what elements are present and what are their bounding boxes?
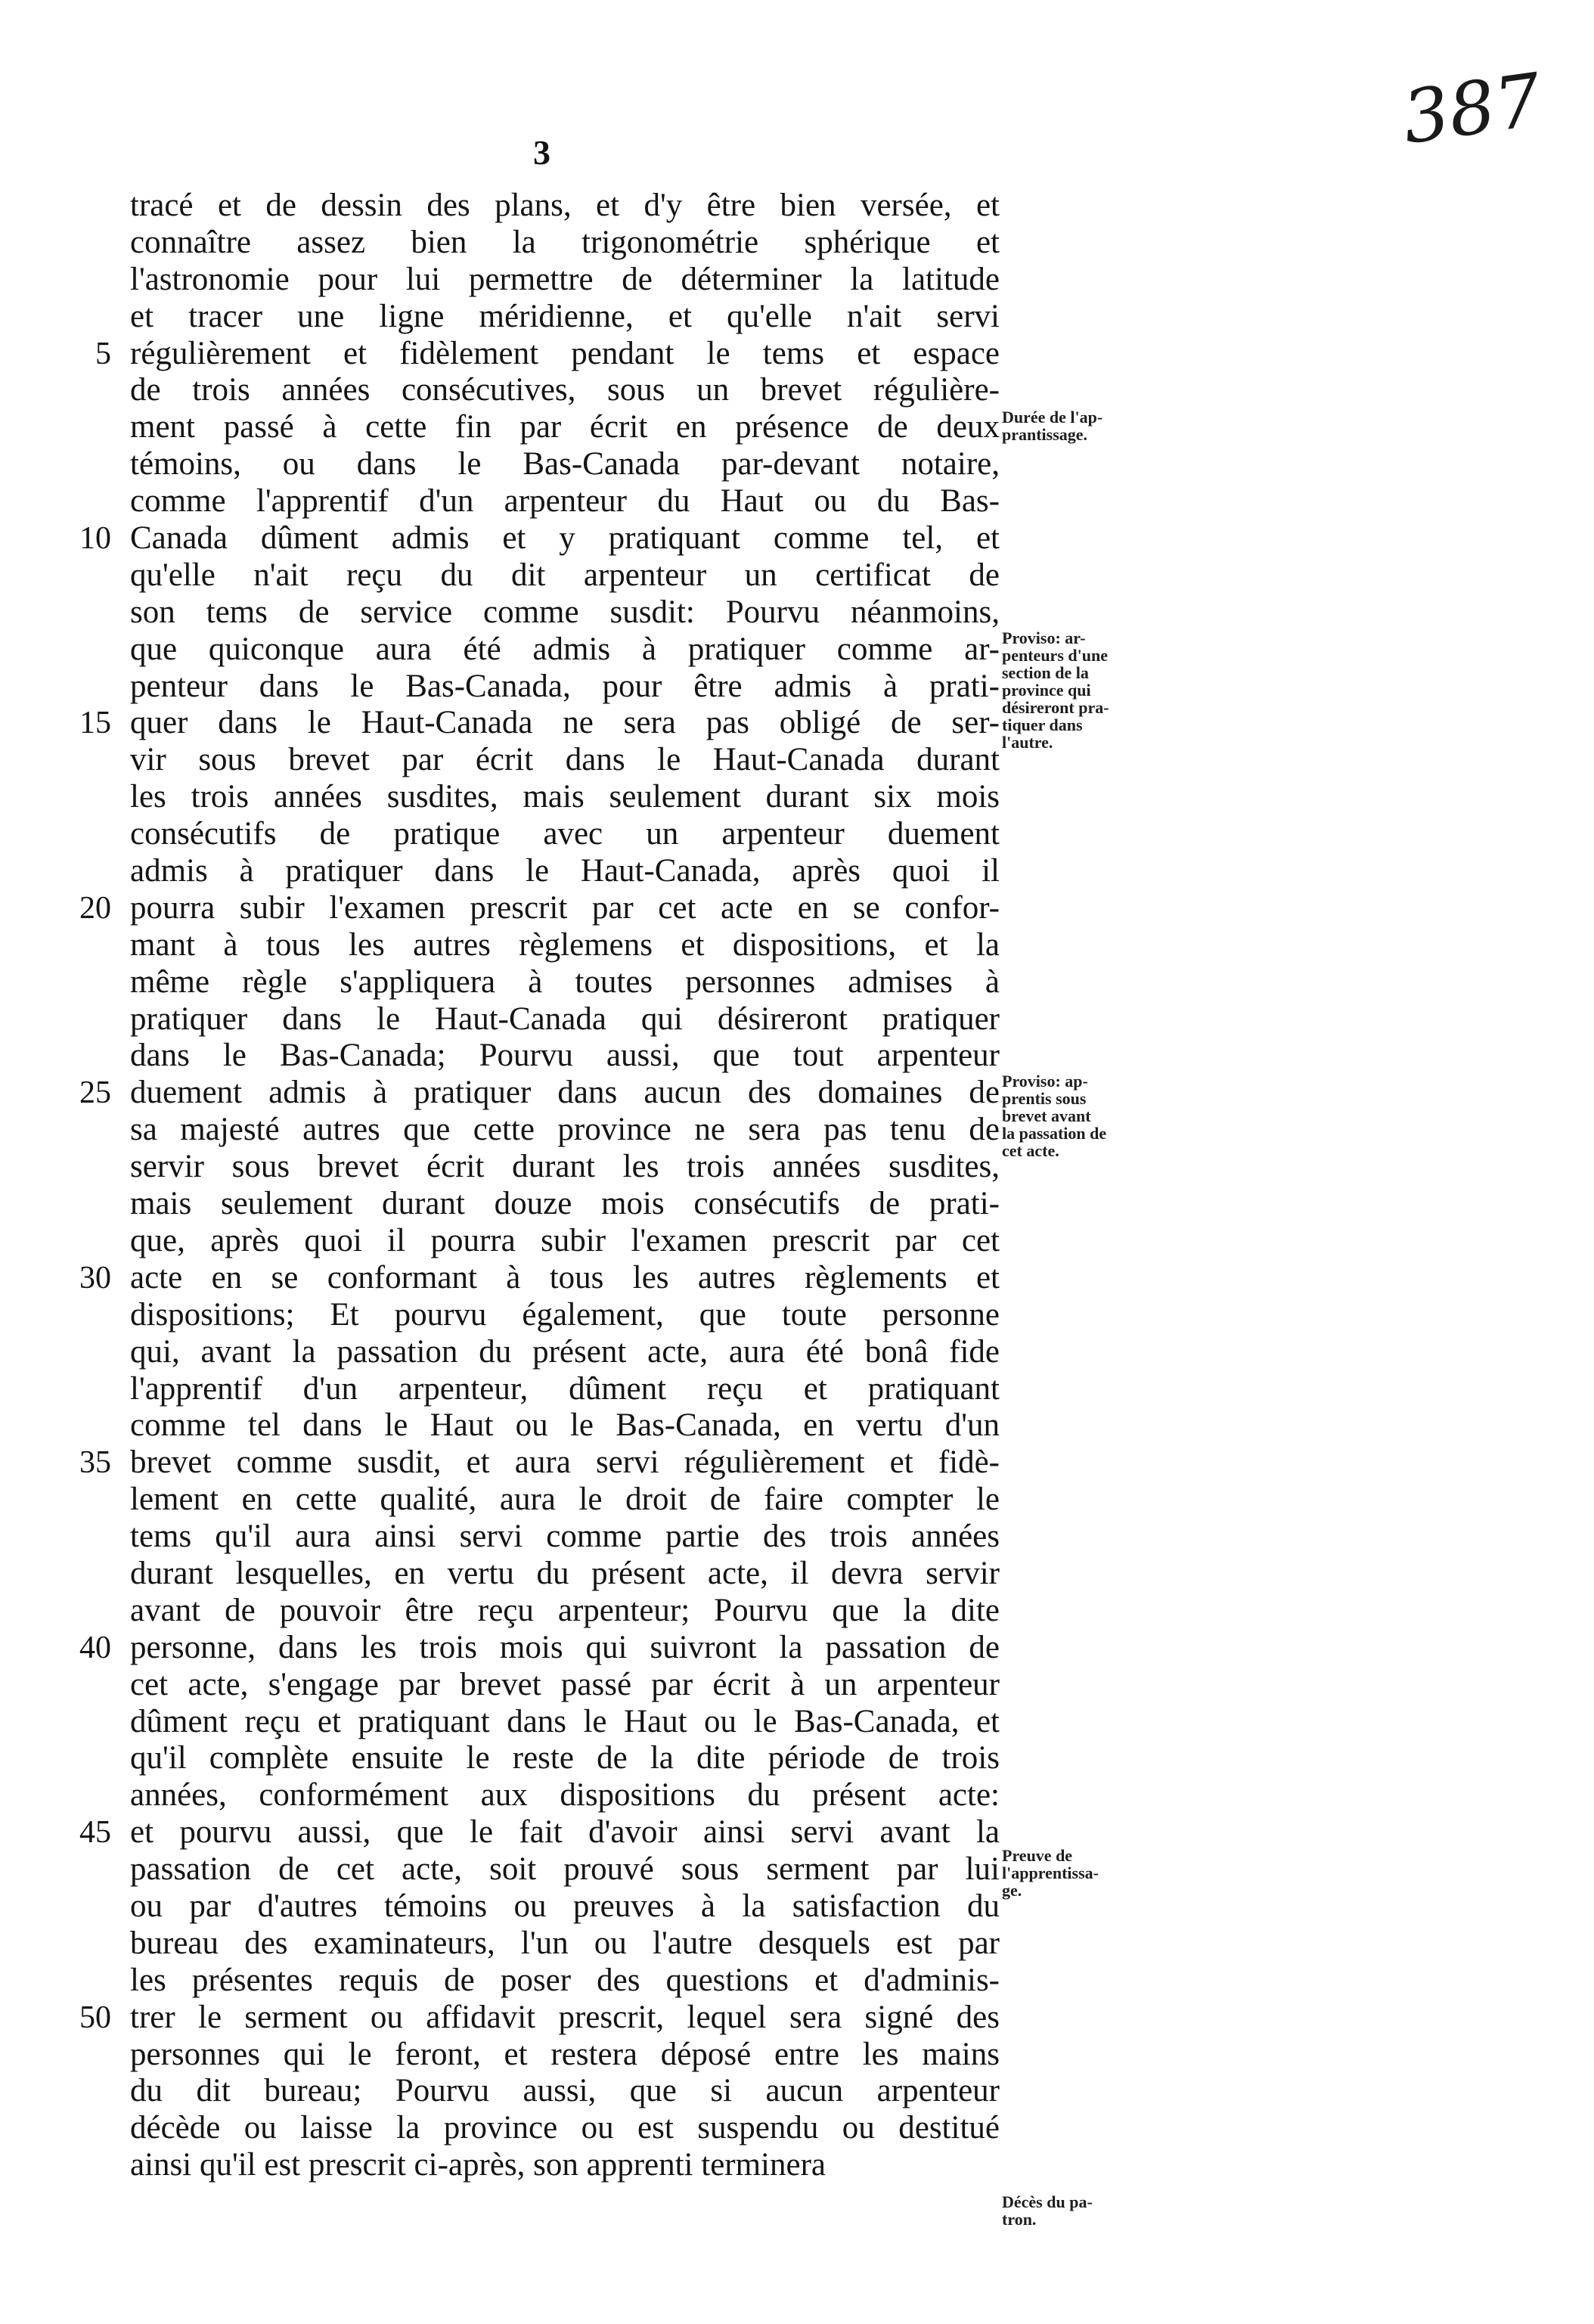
- line-text: régulièrement et fidèlement pendant le tems et espace: [130, 335, 1000, 371]
- line-text: et pourvu aussi, que le fait d'avoir ainsi servi avant la: [130, 1814, 1000, 1851]
- text-line: [130, 1407, 1000, 1444]
- text-line: [130, 779, 1000, 816]
- line-text: les présentes requis de poser des questions et d'adminis-: [130, 1962, 1000, 1998]
- text-line: [130, 2073, 1000, 2110]
- line-text: son tems de service comme susdit: Pourvu néanmoins,: [130, 594, 1000, 630]
- line-text: dispositions; Et pourvu également, que toute personne: [130, 1296, 1000, 1333]
- line-text: années, conformément aux dispositions du présent acte:: [130, 1777, 1000, 1814]
- line-text: tems qu'il aura ainsi servi comme partie des trois années: [130, 1519, 1000, 1555]
- text-line: [130, 669, 1000, 706]
- text-line: [79, 1814, 1000, 1851]
- text-line: [130, 964, 1000, 1001]
- text-line: [130, 1519, 1000, 1556]
- line-text: admis à pratiquer dans le Haut-Canada, après quoi il: [130, 853, 1000, 889]
- margin-note-line: cet acte.: [1002, 1141, 1059, 1160]
- line-text: de trois années consécutives, sous un brevet régulière-: [130, 372, 1000, 408]
- line-text: décède ou laisse la province ou est suspendu ou destitué: [130, 2110, 1000, 2146]
- margin-note-line: prantissage.: [1002, 425, 1088, 444]
- text-line: [130, 188, 1000, 225]
- margin-note-preuve: [1002, 1847, 1157, 1899]
- body-text: [79, 188, 1000, 2184]
- text-line: [130, 927, 1000, 964]
- text-line: [130, 2037, 1000, 2074]
- line-text: tracé et de dessin des plans, et d'y être bien versée, et: [130, 188, 1000, 223]
- line-text: ainsi qu'il est prescrit ci-après, son apprenti terminera: [130, 2147, 826, 2183]
- text-line: [130, 853, 1000, 890]
- text-line: [79, 1075, 1000, 1112]
- margin-note-deces: [1002, 2193, 1157, 2228]
- text-line: [130, 1704, 1000, 1741]
- text-line: [130, 299, 1000, 336]
- text-line: [130, 594, 1000, 631]
- line-text: les trois années susdites, mais seulement durant six mois: [130, 779, 1000, 815]
- margin-note-line: Décès du pa-: [1002, 2192, 1093, 2211]
- line-text: pourra subir l'examen prescrit par cet acte en se confor-: [130, 889, 1000, 926]
- page-number: 3: [533, 133, 550, 172]
- line-number: 20: [79, 890, 111, 926]
- text-line: [79, 520, 1000, 557]
- text-line: [130, 816, 1000, 853]
- margin-note-line: brevet avant: [1002, 1106, 1091, 1125]
- text-line: [79, 705, 1000, 742]
- text-line: [95, 335, 1000, 373]
- line-text: acte en se conformant à tous les autres règlements et: [130, 1259, 1000, 1295]
- line-text: qui, avant la passation du présent acte, aura été bonâ fide: [130, 1333, 1000, 1370]
- line-text: connaître assez bien la trigonométrie sphérique et: [130, 224, 1000, 260]
- line-text: l'astronomie pour lui permettre de déterminer la latitude: [130, 261, 1000, 297]
- line-text: consécutifs de pratique avec un arpenteur duement: [130, 816, 1000, 852]
- line-text: quer dans le Haut-Canada ne sera pas obligé de ser-: [130, 705, 1000, 741]
- line-text: qu'elle n'ait reçu du dit arpenteur un certificat de: [130, 557, 1000, 593]
- text-line: [130, 483, 1000, 520]
- text-line: [130, 1888, 1000, 1925]
- margin-note-line: province qui: [1002, 681, 1091, 700]
- text-line: [130, 2147, 1000, 2184]
- line-text: ment passé à cette fin par écrit en présence de deux: [130, 409, 1000, 445]
- text-line: [130, 1777, 1000, 1814]
- line-text: dûment reçu et pratiquant dans le Haut ou le Bas-Canada, et: [130, 1703, 1000, 1739]
- line-number: 40: [79, 1630, 111, 1665]
- text-line: [130, 557, 1000, 594]
- line-text: vir sous brevet par écrit dans le Haut-Canada durant: [130, 742, 1000, 778]
- margin-note-line: Proviso: ar-: [1002, 628, 1086, 647]
- line-text: penteur dans le Bas-Canada, pour être admis à prati-: [130, 668, 1000, 704]
- line-number: 35: [79, 1445, 111, 1481]
- line-text: avant de pouvoir être reçu arpenteur; Pourvu que la dite: [130, 1592, 1000, 1628]
- margin-note-line: la passation de: [1002, 1124, 1107, 1143]
- margin-note-proviso-apprentis: [1002, 1072, 1157, 1159]
- margin-note-line: prentis sous: [1002, 1089, 1087, 1108]
- line-text: comme l'apprentif d'un arpenteur du Haut ou du Bas-: [130, 483, 1000, 520]
- text-line: [130, 1925, 1000, 1963]
- text-line: [130, 1667, 1000, 1704]
- line-text: du dit bureau; Pourvu aussi, que si aucun arpenteur: [130, 2073, 1000, 2109]
- text-line: [79, 889, 1000, 927]
- line-text: sa majesté autres que cette province ne sera pas tenu de: [130, 1112, 1000, 1148]
- line-number: 15: [79, 706, 111, 741]
- text-line: [130, 372, 1000, 409]
- line-text: cet acte, s'engage par brevet passé par écrit à un arpenteur: [130, 1666, 1000, 1702]
- text-line: [130, 1371, 1000, 1408]
- line-number: 50: [79, 2000, 111, 2035]
- line-text: lement en cette qualité, aura le droit de faire compter le: [130, 1482, 1000, 1518]
- line-text: pratiquer dans le Haut-Canada qui désireront pratiquer: [130, 1001, 1000, 1037]
- line-text: que, après quoi il pourra subir l'examen prescrit par cet: [130, 1222, 1000, 1258]
- line-text: même règle s'appliquera à toutes personnes admises à: [130, 963, 1000, 1000]
- line-text: trer le serment ou affidavit prescrit, lequel sera signé des: [130, 1999, 1000, 2035]
- text-line: [130, 1963, 1000, 2000]
- margin-note-line: tiquer dans: [1002, 715, 1083, 734]
- margin-note-line: Proviso: ap-: [1002, 1072, 1088, 1091]
- line-text: mais seulement durant douze mois consécutifs de prati-: [130, 1186, 1000, 1222]
- line-text: dans le Bas-Canada; Pourvu aussi, que tout arpenteur: [130, 1038, 1000, 1074]
- line-text: duement admis à pratiquer dans aucun des domaines de: [130, 1075, 1000, 1111]
- text-line: [130, 742, 1000, 779]
- text-line: [130, 1334, 1000, 1371]
- line-text: Canada dûment admis et y pratiquant comme tel, et: [130, 520, 1000, 557]
- line-text: personne, dans les trois mois qui suivront la passation de: [130, 1629, 1000, 1665]
- line-number: 25: [79, 1075, 111, 1111]
- line-text: et tracer une ligne méridienne, et qu'elle n'ait servi: [130, 298, 1000, 334]
- text-line: [130, 1740, 1000, 1777]
- margin-note-line: Durée de l'ap-: [1002, 408, 1103, 427]
- line-text: brevet comme susdit, et aura servi régulièrement et fidè-: [130, 1444, 1000, 1481]
- text-line: [79, 1259, 1000, 1297]
- text-line: [130, 1001, 1000, 1038]
- margin-note-line: l'autre.: [1002, 733, 1053, 752]
- line-text: personnes qui le feront, et restera déposé entre les mains: [130, 2036, 1000, 2072]
- text-line: [130, 225, 1000, 262]
- line-number: 10: [79, 521, 111, 557]
- text-line: [130, 262, 1000, 299]
- line-text: que quiconque aura été admis à pratiquer comme ar-: [130, 631, 1000, 667]
- text-line: [79, 1999, 1000, 2037]
- text-line: [130, 1556, 1000, 1593]
- text-line: [130, 1038, 1000, 1075]
- text-line: [130, 1186, 1000, 1223]
- line-text: bureau des examinateurs, l'un ou l'autre desquels est par: [130, 1925, 1000, 1961]
- text-line: [130, 1593, 1000, 1630]
- line-text: comme tel dans le Haut ou le Bas-Canada, en vertu d'un: [130, 1407, 1000, 1444]
- line-number: 5: [95, 336, 111, 371]
- text-line: [79, 1629, 1000, 1667]
- line-text: mant à tous les autres règlemens et dispositions, et la: [130, 926, 1000, 963]
- text-line: [130, 1851, 1000, 1888]
- line-text: passation de cet acte, soit prouvé sous serment par lui: [130, 1851, 1000, 1888]
- line-text: durant lesquelles, en vertu du présent acte, il devra servir: [130, 1555, 1000, 1591]
- margin-note-line: penteurs d'une: [1002, 646, 1108, 665]
- text-line: [79, 1444, 1000, 1482]
- text-line: [130, 446, 1000, 483]
- margin-note-line: désireront pra-: [1002, 698, 1109, 717]
- folio-mark: 387: [1397, 57, 1547, 161]
- margin-note-line: l'apprentissa-: [1002, 1863, 1099, 1882]
- line-number: 45: [79, 1815, 111, 1851]
- line-text: servir sous brevet écrit durant les trois années susdites,: [130, 1149, 1000, 1185]
- text-line: [130, 631, 1000, 669]
- text-line: [130, 1112, 1000, 1149]
- margin-note-proviso-arpenteurs: [1002, 629, 1157, 751]
- text-line: [130, 1149, 1000, 1186]
- text-line: [130, 1223, 1000, 1260]
- margin-note-line: Preuve de: [1002, 1846, 1073, 1865]
- margin-note-line: section de la: [1002, 663, 1089, 682]
- text-line: [130, 1297, 1000, 1334]
- line-text: ou par d'autres témoins ou preuves à la satisfaction du: [130, 1888, 1000, 1924]
- text-line: [130, 2110, 1000, 2147]
- line-text: l'apprentif d'un arpenteur, dûment reçu et pratiquant: [130, 1370, 1000, 1407]
- line-text: témoins, ou dans le Bas-Canada par-devant notaire,: [130, 446, 1000, 482]
- line-text: qu'il complète ensuite le reste de la dite période de trois: [130, 1740, 1000, 1776]
- line-number: 30: [79, 1260, 111, 1295]
- text-line: [130, 409, 1000, 446]
- margin-note-duree: [1002, 408, 1157, 443]
- text-line: [130, 1482, 1000, 1519]
- margin-note-line: ge.: [1002, 1881, 1022, 1900]
- margin-note-line: tron.: [1002, 2210, 1037, 2229]
